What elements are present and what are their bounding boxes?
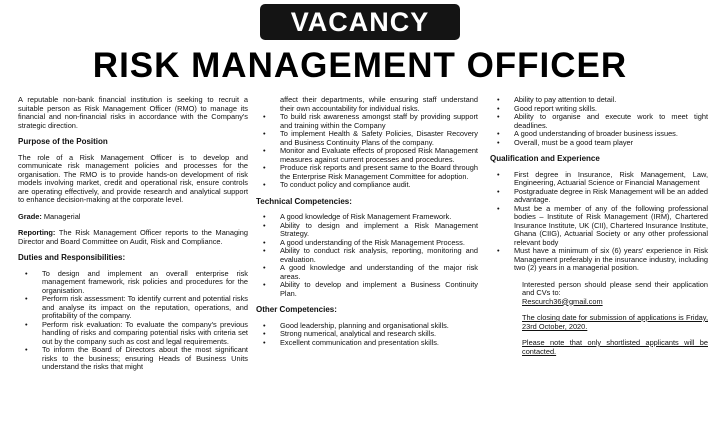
duties-list (18, 270, 248, 372)
list-item: • Ability to pay attention to detail. (514, 96, 708, 105)
list-item: • Postgraduate degree in Risk Management will be an added advantage. (514, 188, 708, 205)
reporting-label: Reporting: (18, 228, 56, 237)
list-item: • Perform risk evaluation: To evaluate the company's previous handling of risks and comparing potential risks with criteria set out by the company such as cost and legal requirements. (42, 321, 248, 347)
list-item: • Perform risk assessment: To identify current and potential risks and analyse its impact on the reputation, operations, and profitability of the company. (42, 295, 248, 321)
list-item: • Ability to develop and implement a Business Continuity Plan. (280, 281, 478, 298)
list-item: • Strong numerical, analytical and research skills. (280, 330, 478, 339)
column-middle (256, 96, 478, 355)
shortlist-note: Please note that only shortlisted applicants will be contacted. (522, 338, 708, 356)
list-item: • To design and implement an overall enterprise risk management framework, risk policies and procedures for the organisation. (42, 270, 248, 296)
list-item: • Good report writing skills. (514, 105, 708, 114)
technical-heading: Technical Competencies: (256, 196, 352, 206)
list-item: • To inform the Board of Directors about the most significant risks to the business; ensuring Heads of Business Units understand the risks that might (42, 346, 248, 372)
reporting-line (18, 229, 248, 246)
technical-list (256, 213, 478, 298)
list-item: • Ability to organise and execute work to meet tight deadlines. (514, 113, 708, 130)
list-item: • Must be a member of any of the following professional bodies – Institute of Risk Management (IRM), Chartered Insurance Institute, UK (CII), Chartered Insurance Institute, Ghana (CIIG), Actuarial Society or any other professional relevant body (514, 205, 708, 248)
closing-date: The closing date for submission of applications is Friday, 23rd October, 2020. (522, 313, 708, 331)
list-item: • To conduct policy and compliance audit. (280, 181, 478, 190)
other-heading: Other Competencies: (256, 305, 337, 314)
list-item: • A good understanding of broader business issues. (514, 130, 708, 139)
duties-heading: Duties and Responsibilities: (18, 253, 126, 262)
purpose-heading: Purpose of the Position (18, 137, 108, 146)
list-item: • Monitor and Evaluate effects of proposed Risk Management measures against current processes and procedures. (280, 147, 478, 164)
list-item: • To implement Health & Safety Policies, Disaster Recovery and Business Continuity Plans of the company. (280, 130, 478, 147)
list-item: • Excellent communication and presentation skills. (280, 339, 478, 348)
list-item: • To build risk awareness amongst staff by providing support and training within the Company (280, 113, 478, 130)
list-item: • Must have a minimum of six (6) years' experience in Risk Management preferably in the insurance industry, including two (2) years in a managerial position. (514, 247, 708, 273)
list-item: • First degree in Insurance, Risk Management, Law, Engineering, Actuarial Science or Financial Management (514, 171, 708, 188)
reporting-value: The Risk Management Officer reports to the Managing Director and Board Committee on Audit, Risk and Compliance. (18, 228, 248, 246)
page-title: RISK MANAGEMENT OFFICER (92, 46, 628, 85)
list-item: • A good knowledge of Risk Management Framework. (280, 213, 478, 222)
application-block (490, 281, 708, 357)
column-left (18, 96, 248, 380)
grade-value: Managerial (43, 211, 81, 221)
list-item: • Produce risk reports and present same to the Board through the Enterprise Risk Management Committee for adoption. (280, 164, 478, 181)
column-right (490, 96, 708, 364)
purpose-text: The role of a Risk Management Officer is to develop and communicate risk management policies and processes for the organisation. The RMO is to provide hands-on development of risk models involving market, credit and operational risk, ensure controls are operating effectively, and provide research and analytical support to enhance decision-making at the corporate level. (18, 152, 248, 204)
other-list-continued (490, 96, 708, 147)
list-item: • Ability to conduct risk analysis, reporting, monitoring and evaluation. (280, 247, 478, 264)
vacancy-banner: VACANCY (260, 4, 460, 40)
grade-line (18, 213, 248, 222)
application-instructions (522, 281, 708, 307)
list-item: • Good leadership, planning and organisational skills. (280, 322, 478, 331)
list-item: • Ability to design and implement a Risk Management Strategy. (280, 222, 478, 239)
qualification-list (490, 171, 708, 273)
application-text: Interested person should please send their application and CVs to: (522, 279, 708, 297)
duties-list-continued (256, 113, 478, 190)
other-list (256, 322, 478, 348)
grade-label: Grade: (18, 211, 42, 221)
application-email-link[interactable]: Rescurch36@gmail.com (522, 296, 603, 306)
intro-paragraph: A reputable non-bank financial institution is seeking to recruit a suitable person as Risk Management Officer (RMO) to manage its financial and non-financial risks in accordance with the Company's strategic direction. (18, 95, 248, 130)
list-item: • A good knowledge and understanding of the major risk areas. (280, 264, 478, 281)
duties-continued: affect their departments, while ensuring staff understand their own accountability for individual risks. (280, 95, 478, 113)
qualification-heading: Qualification and Experience (490, 154, 600, 163)
list-item: • Overall, must be a good team player (514, 139, 708, 148)
list-item: • A good understanding of the Risk Management Process. (280, 239, 478, 248)
